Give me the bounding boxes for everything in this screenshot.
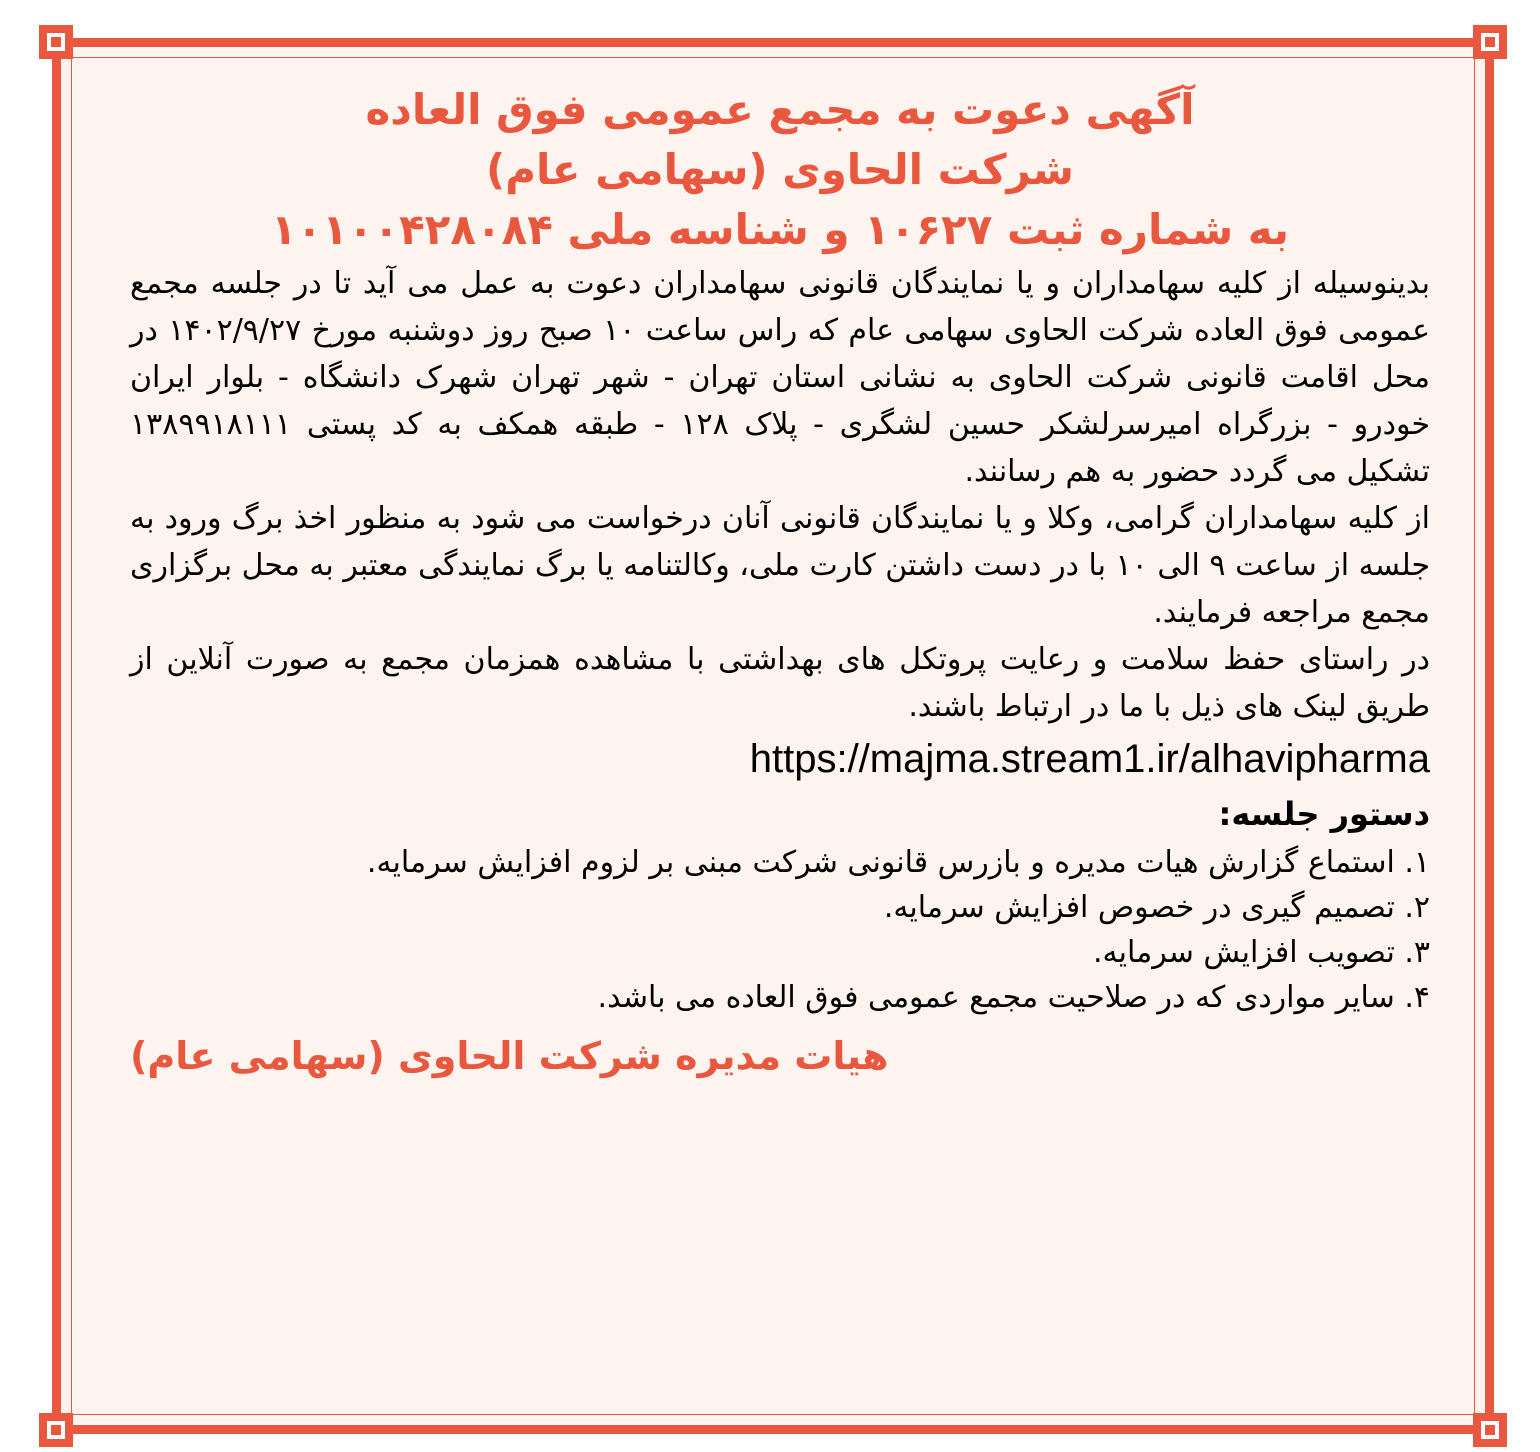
corner-ornament: [39, 25, 73, 59]
board-signature: هیات مدیره شرکت الحاوی (سهامی عام): [130, 1034, 889, 1078]
corner-ornament: [39, 1413, 73, 1447]
agenda-item: ۱. استماع گزارش هیات مدیره و بازرس قانونی شرکت مبنی بر لزوم افزایش سرمایه.: [366, 845, 1430, 880]
notice-content: [130, 80, 1430, 1122]
corner-ornament: [1473, 1413, 1507, 1447]
online-meeting-link[interactable]: https://majma.stream1.ir/alhavipharma: [749, 737, 1430, 781]
agenda-item: ۲. تصمیم گیری در خصوص افزایش سرمایه.: [883, 890, 1430, 925]
notice-title: آگهی دعوت به مجمع عمومی فوق العاده: [365, 85, 1195, 134]
attendance-paragraph: از کلیه سهامداران گرامی، وکلا و یا نمایندگان قانونی آنان درخواست می شود به منظور اخذ برگ ورود به جلسه از ساعت ۹ الی ۱۰ با در دست داشتن کارت ملی، وکالتنامه یا برگ نمایندگی معتبر به محل برگزاری مجمع مراجعه فرمایند.: [130, 501, 1430, 630]
online-paragraph: در راستای حفظ سلامت و رعایت پروتکل های بهداشتی با مشاهده همزمان مجمع به صورت آنلاین از طریق لینک های ذیل با ما در ارتباط باشند.: [130, 642, 1430, 724]
registration-info: به شماره ثبت ۱۰۶۲۷ و شناسه ملی ۱۰۱۰۰۴۲۸۰۸۴: [270, 205, 1290, 254]
corner-ornament: [1473, 25, 1507, 59]
company-name: شرکت الحاوی (سهامی عام): [486, 145, 1074, 194]
invitation-paragraph: بدینوسیله از کلیه سهامداران و یا نمایندگان قانونی سهامداران دعوت به عمل می آید تا در جلسه مجمع عمومی فوق العاده شرکت الحاوی سهامی عام که راس ساعت ۱۰ صبح روز دوشنبه مورخ ۱۴۰۲/۹/۲۷ در محل اقامت قانونی شرکت الحاوی به نشانی استان تهران - شهر تهران شهرک دانشگاه - بلوار ایران خودرو - بزرگراه امیرسرلشکر حسین لشگری - پلاک ۱۲۸ - طبقه همکف به کد پستی ۱۳۸۹۹۱۸۱۱۱ تشکیل می گردد حضور به هم رسانند.: [130, 266, 1430, 489]
agenda-heading: دستور جلسه:: [1218, 795, 1430, 833]
agenda-item: ۳. تصویب افزایش سرمایه.: [1093, 935, 1430, 970]
agenda-item: ۴. سایر مواردی که در صلاحیت مجمع عمومی فوق العاده می باشد.: [597, 980, 1430, 1015]
